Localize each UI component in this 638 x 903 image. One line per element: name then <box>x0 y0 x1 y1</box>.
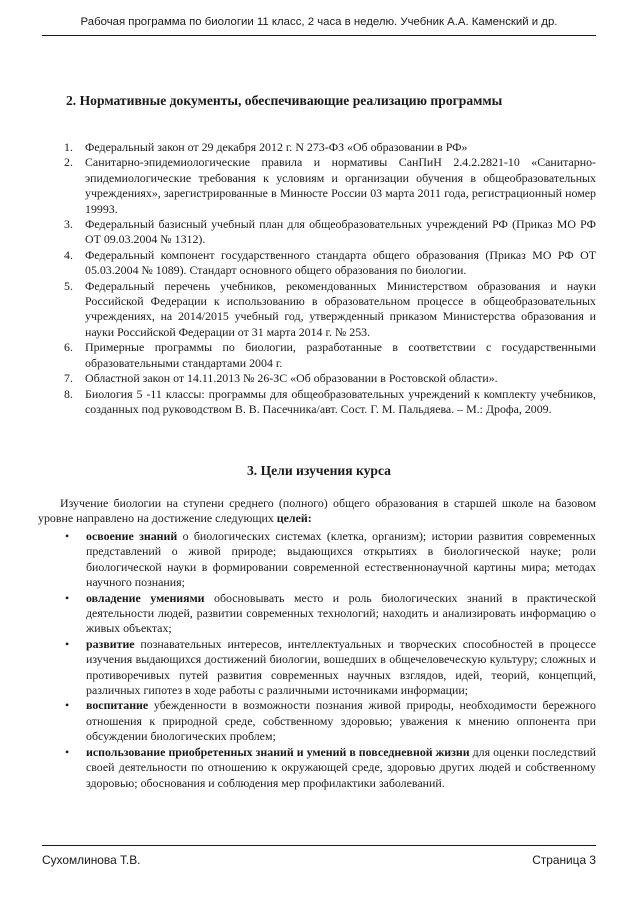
goal-text: обосновывать место и роль биологических знаний в практической деятельности людей, развитии современных технологий; находить и анализировать информацию о живых объектах; <box>86 590 596 636</box>
list-item-text: Федеральный базисный учебный план для общеобразовательных учреждений РФ (Приказ МО РФ ОТ 09.03.2004 № 1312). <box>85 217 596 247</box>
list-item-text: Федеральный перечень учебников, рекомендованных Министерством образования и науки Российской Федерации к использованию в образовательном процессе в общеобразовательных учреждениях, на 2014/2015 учебный год, утвержденный приказом Министерства образования и науки Российской Федерации от 31 марта 2014 г. № 253. <box>85 278 596 339</box>
list-item-number: 7. <box>64 371 73 386</box>
bullet-icon: • <box>65 636 70 651</box>
list-item <box>38 248 596 279</box>
list-item <box>38 140 596 155</box>
list-item-text: Федеральный закон от 29 декабря 2012 г. N 273-ФЗ «Об образовании в РФ» <box>85 140 468 154</box>
list-item-number: 3. <box>64 217 73 232</box>
bullet-icon: • <box>65 590 70 605</box>
goal-bold-term: воспитание <box>86 698 149 713</box>
footer-page-number: Страница 3 <box>532 853 596 867</box>
intro-text: Изучение биологии на ступени среднего (полного) общего образования в старшей школе на базовом уровне направлено на достижение следующих <box>38 496 596 526</box>
section-3-title: 3. Цели изучения курса <box>247 463 391 478</box>
page-footer <box>42 845 596 867</box>
list-item <box>38 340 596 371</box>
goals-list <box>38 529 596 791</box>
bullet-icon: • <box>65 698 70 713</box>
list-item-text: Федеральный компонент государственного стандарта общего образования (Приказ МО РФ ОТ 05.03.2004 № 1089). Стандарт основного общего образования по биологии. <box>85 247 596 278</box>
list-item <box>38 387 596 418</box>
list-item <box>38 155 596 217</box>
goal-text: познавательных интересов, интеллектуальных и творческих способностей в процессе изучения выдающихся достижений биологии, вошедших в общечеловеческую культуру; сложных и противоречивых путей развития современных научных взглядов, идей, теорий, концепций, различных гипотез в ходе работы с различными источниками информации; <box>86 636 596 698</box>
goal-item <box>38 698 596 744</box>
list-item-number: 5. <box>64 278 73 293</box>
goal-text: о биологических системах (клетка, организм); истории развития современных представлений о живой природе; выдающихся открытиях в биологической науке; роли биологической науки в формировании современной естественнонаучной картины мира; методах научного познания; <box>86 529 596 590</box>
goal-bold-term: освоение знаний <box>86 529 178 543</box>
goal-item <box>38 591 596 637</box>
list-item <box>38 217 596 248</box>
list-item-text: Примерные программы по биологии, разработанные в соответствии с государственными образовательными стандартами 2004 г. <box>85 340 596 370</box>
intro-paragraph <box>38 496 596 527</box>
list-item-number: 8. <box>64 386 73 401</box>
goal-text: убежденности в возможности познания живой природы, необходимости бережного отношения к природной среде, собственному здоровью; уважения к мнению оппонента при обсуждении биологических проблем; <box>86 698 596 744</box>
goal-text: для оценки последствий своей деятельности по отношению к окружающей среде, здоровью других людей и собственному здоровью; обоснования и соблюдения мер профилактики заболеваний. <box>86 744 597 790</box>
list-item <box>38 279 596 341</box>
goal-item <box>38 529 596 591</box>
documents-list <box>38 140 596 417</box>
list-item-number: 6. <box>64 340 73 355</box>
section-2-title: 2. Нормативные документы, обеспечивающие реализацию программы <box>66 93 503 108</box>
footer-author: Сухомлинова Т.В. <box>42 853 141 867</box>
goal-bold-term: овладение умениями <box>86 590 205 605</box>
bullet-icon: • <box>65 744 70 759</box>
list-item <box>38 371 596 386</box>
goal-item <box>38 637 596 699</box>
list-item-number: 1. <box>64 140 73 154</box>
list-item-number: 4. <box>64 247 73 262</box>
goal-item <box>38 745 596 791</box>
intro-bold-word: целей: <box>276 511 312 526</box>
list-item-text: Областной закон от 14.11.2013 № 26-ЗС «Об образовании в Ростовской области». <box>85 371 498 386</box>
list-item-number: 2. <box>64 155 73 170</box>
list-item-text: Биология 5 -11 классы: программы для общеобразовательных учреждений к комплекту учебников, созданных под руководством В. В. Пасечника/авт. Сост. Г. М. Пальдяева. – М.: Дрофа, 2009. <box>85 386 596 416</box>
goal-bold-term: использование приобретенных знаний и умений в повседневной жизни <box>86 744 470 759</box>
goal-bold-term: развитие <box>86 636 135 651</box>
page-header: Рабочая программа по биологии 11 класс, 2 часа в неделю. Учебник А.А. Каменский и др. <box>42 14 596 36</box>
bullet-icon: • <box>65 529 70 543</box>
list-item-text: Санитарно-эпидемиологические правила и нормативы СанПиН 2.4.2.2821-10 «Санитарно-эпидемиологические требования к условиям и организации обучения в общеобразовательных учреждениях», зарегистрированные в Минюсте России 03 марта 2011 года, регистрационный номер 19993. <box>85 155 596 216</box>
